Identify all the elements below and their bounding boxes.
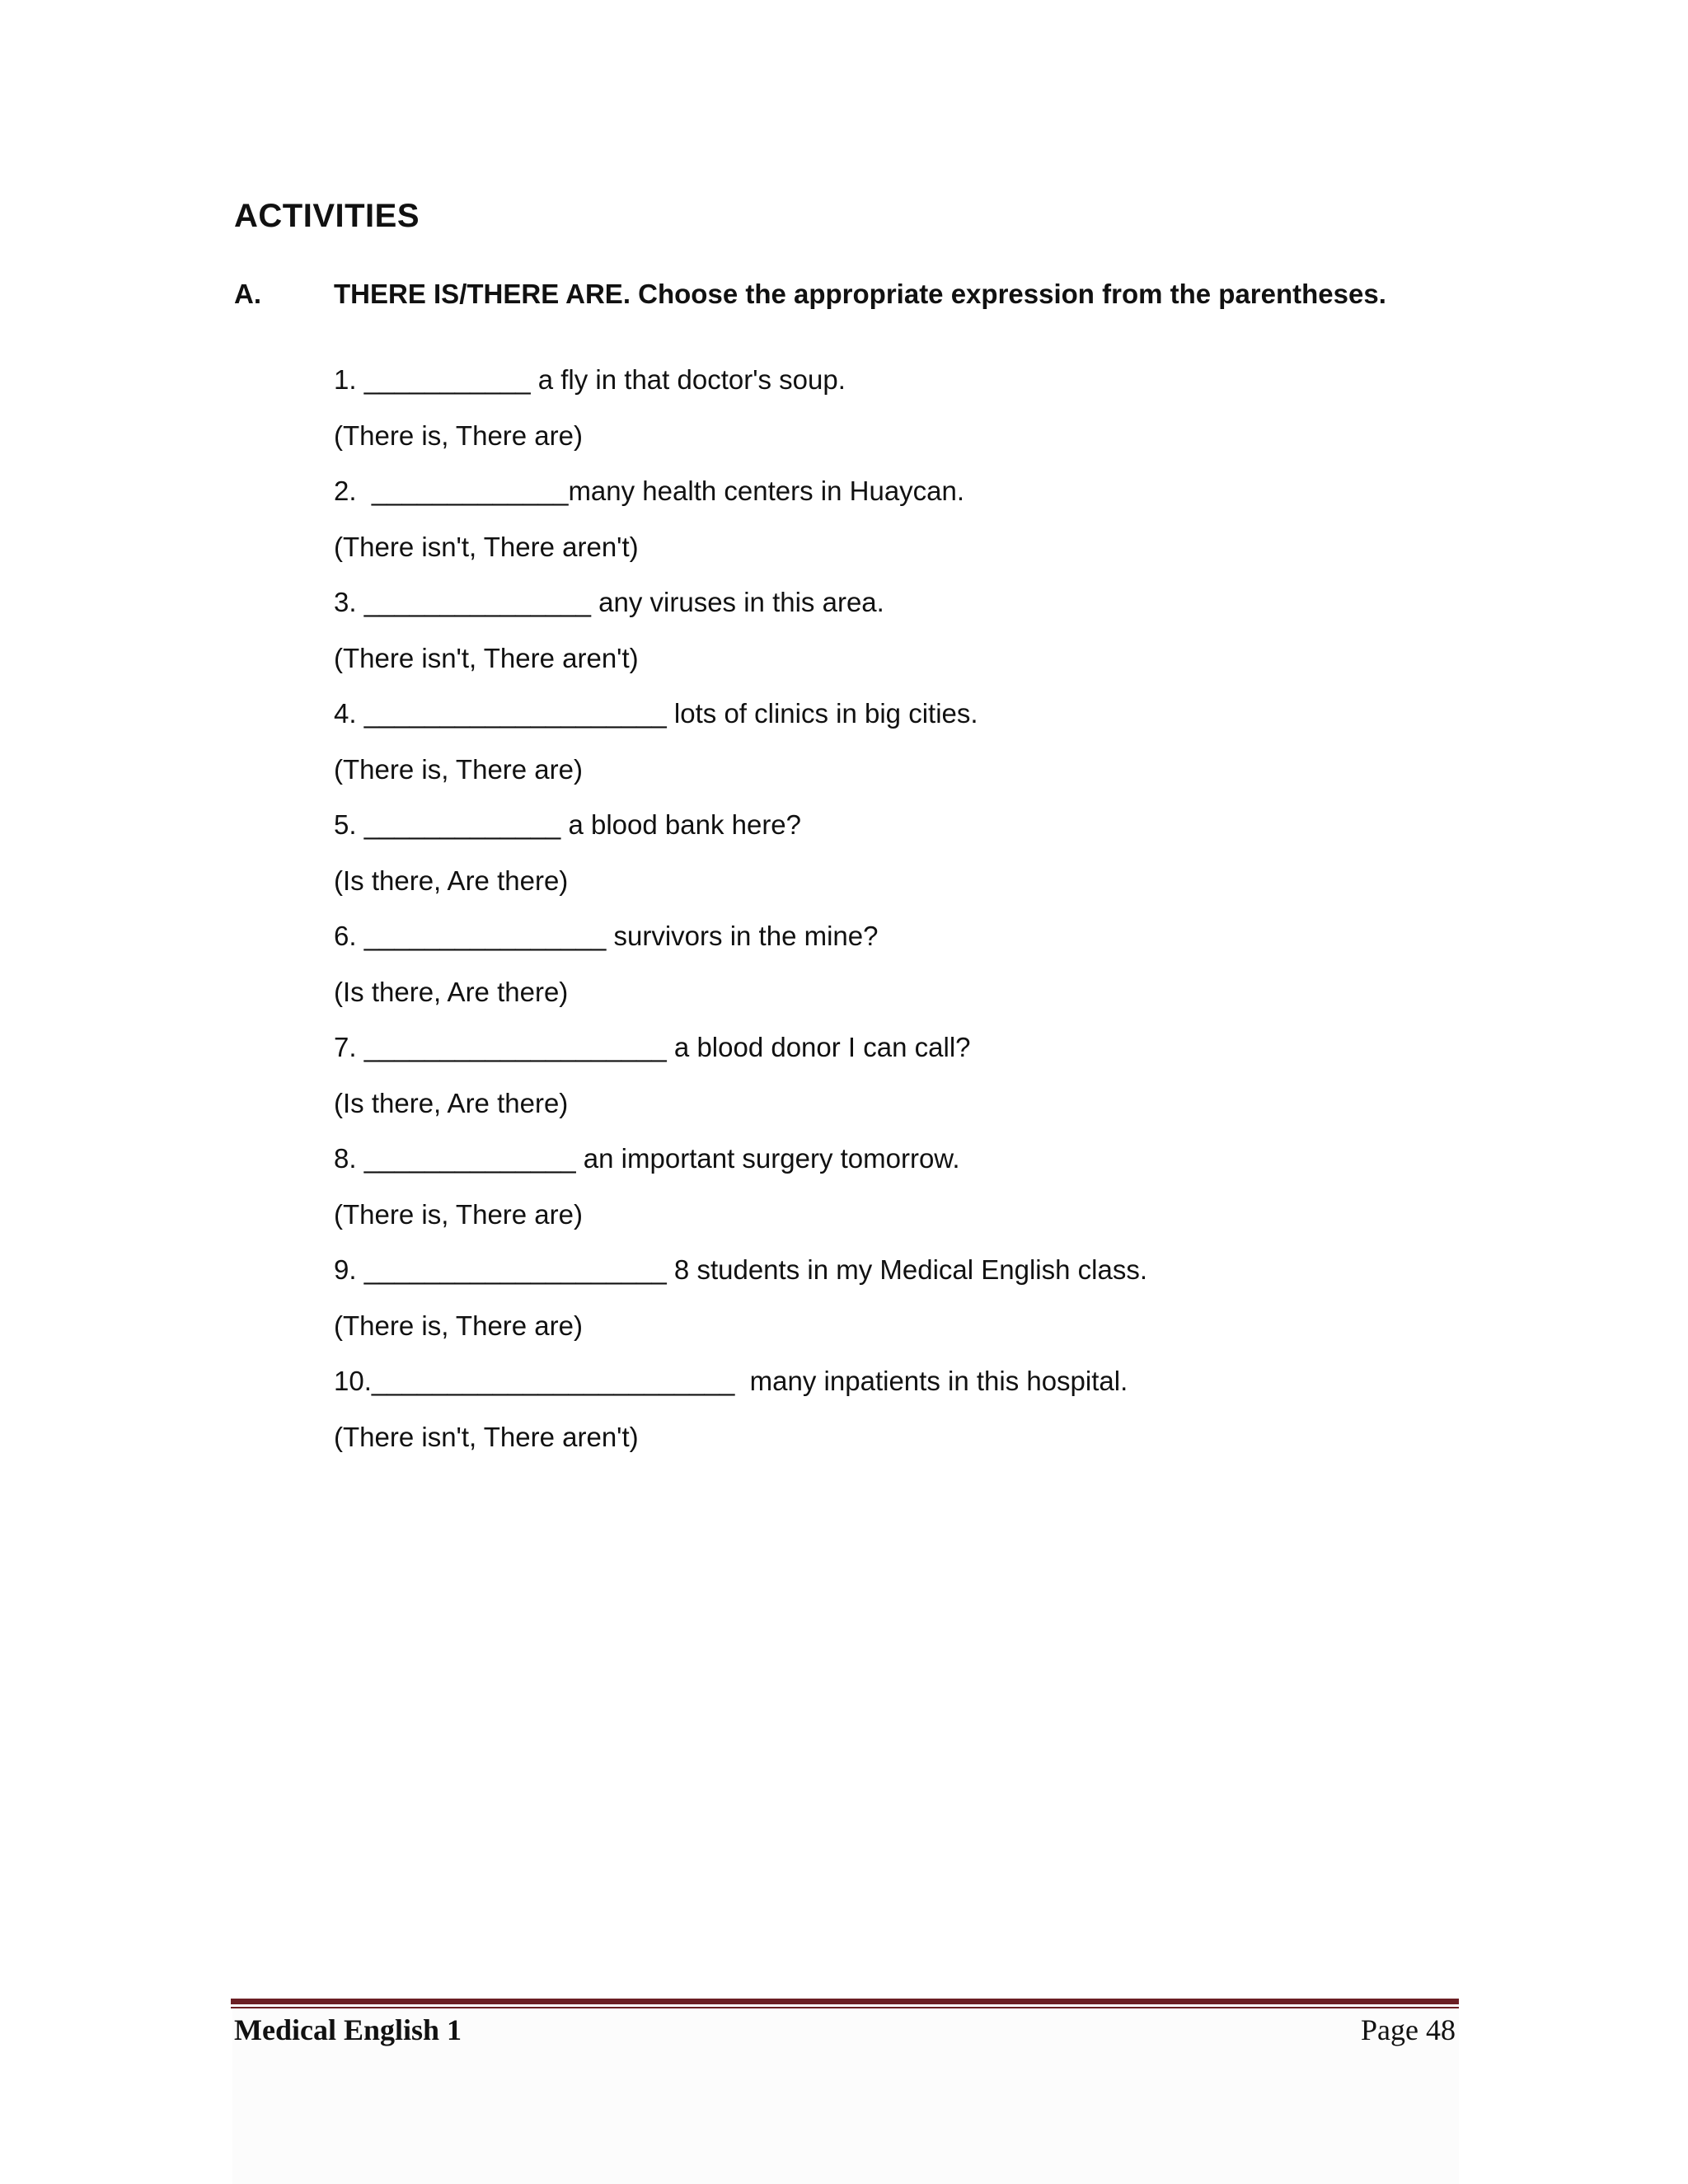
- exercise-sentence: 5. _____________ a blood bank here?: [334, 809, 802, 840]
- exercise-sentence: 9. ____________________ 8 students in my Medical English class.: [334, 1254, 1148, 1285]
- exercise-sentence: 7. ____________________ a blood donor I can call?: [334, 1032, 971, 1062]
- exercise-item: [334, 1253, 1488, 1364]
- exercise-options: (There isn't, There aren't): [334, 642, 639, 673]
- exercise-item: [334, 585, 1488, 696]
- exercise-list: [334, 363, 1488, 1475]
- exercise-options: (There is, There are): [334, 1310, 583, 1341]
- exercise-options: (Is there, Are there): [334, 976, 569, 1007]
- exercise-options: (Is there, Are there): [334, 1087, 569, 1118]
- section-letter: A.: [234, 279, 261, 309]
- exercise-options: (There isn't, There aren't): [334, 1421, 639, 1452]
- exercise-options: (Is there, Are there): [334, 865, 569, 896]
- exercise-item: [334, 919, 1488, 1030]
- exercise-sentence: 4. ____________________ lots of clinics in big cities.: [334, 698, 978, 729]
- exercise-sentence: 1. ___________ a fly in that doctor's soup.: [334, 364, 846, 395]
- exercise-item: [334, 474, 1488, 585]
- exercise-sentence: 2. _____________many health centers in Huaycan.: [334, 476, 965, 506]
- section-instruction: THERE IS/THERE ARE. Choose the appropriate expression from the parentheses.: [334, 279, 1386, 309]
- exercise-sentence: 8. ______________ an important surgery tomorrow.: [334, 1143, 960, 1174]
- exercise-options: (There is, There are): [334, 419, 583, 451]
- exercise-item: [334, 1364, 1488, 1475]
- exercise-sentence: 10.________________________ many inpatients in this hospital.: [334, 1366, 1128, 1396]
- exercise-item: [334, 1141, 1488, 1253]
- exercise-item: [334, 1030, 1488, 1141]
- footer-title: Medical English 1: [234, 2013, 462, 2046]
- exercise-options: (There isn't, There aren't): [334, 531, 639, 562]
- exercise-options: (There is, There are): [334, 1198, 583, 1230]
- footer-divider-thick: [231, 1999, 1459, 2004]
- exercise-sentence: 3. _______________ any viruses in this area.: [334, 587, 884, 617]
- footer-divider: [231, 1999, 1459, 2008]
- footer-divider-thin: [231, 2007, 1459, 2008]
- exercise-sentence: 6. ________________ survivors in the mine?: [334, 921, 879, 951]
- page-number: Page 48: [1361, 2013, 1456, 2046]
- exercise-item: [334, 363, 1488, 474]
- exercise-item: [334, 808, 1488, 919]
- exercise-item: [334, 696, 1488, 808]
- page-heading: ACTIVITIES: [234, 198, 420, 234]
- exercise-options: (There is, There are): [334, 753, 583, 785]
